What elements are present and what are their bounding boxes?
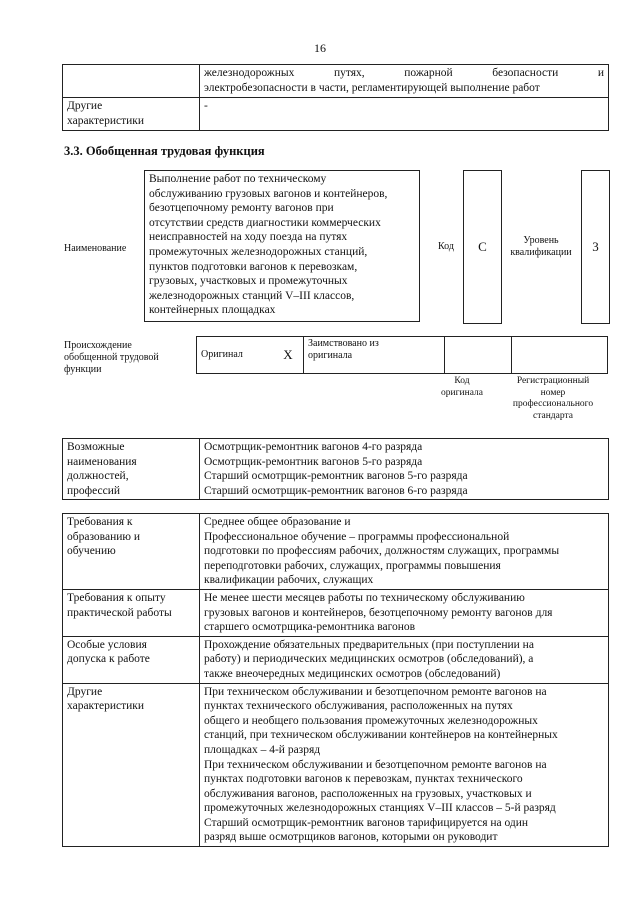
requirement-line: работу) и периодических медицинских осмотров (обследований), а: [204, 653, 534, 666]
name-line: отсутствии средств диагностики коммерческих: [149, 216, 381, 229]
row-text: железнодорожных путях, пожарной безопасности и: [204, 67, 604, 79]
table-row: [63, 98, 609, 131]
requirement-line: пунктах подготовки вагонов к перевозкам, пунктах технического: [204, 773, 523, 786]
top-table: [62, 64, 609, 131]
requirement-line: переподготовки рабочих, служащих, программы повышения: [204, 559, 501, 572]
registration-number-label: [498, 376, 608, 422]
requirement-line: Не менее шести месяцев работы по техническому обслуживанию: [204, 591, 525, 604]
requirement-label: характеристики: [67, 700, 145, 713]
level-value: 3: [592, 239, 599, 254]
name-line: Выполнение работ по техническому: [149, 173, 327, 185]
code-value: С: [478, 239, 487, 254]
requirement-line: промежуточных железнодорожных станциях V–III классов – 5-й разряд: [204, 802, 556, 815]
level-box: [581, 170, 610, 324]
table-row: [63, 683, 609, 847]
code-original-line: оригинала: [441, 387, 483, 398]
level-label: [504, 235, 578, 259]
requirements-table: [62, 513, 609, 847]
requirement-line: пунктах технического обслуживания, расположенных на путях: [204, 700, 513, 713]
row-text: электробезопасности в части, регламентирующей выполнение работ: [204, 81, 540, 94]
origin-label-line: функции: [64, 364, 102, 375]
original-label: Оригинал: [201, 349, 243, 360]
requirement-line: подготовки по профессиям рабочих, должностям служащих, программы: [204, 545, 560, 558]
origin-table: [196, 336, 608, 374]
positions-label-line: должностей,: [67, 470, 129, 483]
row-label: характеристики: [67, 114, 145, 127]
section-title: 3.3. Обобщенная трудовая функция: [64, 144, 265, 158]
table-row: [63, 589, 609, 636]
origin-label-line: обобщенной трудовой: [64, 352, 159, 363]
level-label-line: квалификации: [510, 247, 572, 258]
code-original-label: [430, 376, 494, 399]
table-row: [63, 514, 609, 590]
requirement-line: также внеочередных медицинских осмотров (обследований): [204, 667, 501, 680]
positions-table: [62, 438, 609, 500]
requirement-label: Требования к опыту: [67, 591, 166, 604]
requirement-label: Особые условия: [67, 638, 147, 651]
table-row: [197, 337, 608, 374]
table-row: [63, 65, 609, 98]
requirement-label: допуска к работе: [67, 653, 150, 666]
borrowed-label: оригинала: [308, 350, 353, 361]
name-line: неисправностей на ходу поезда на путях: [149, 231, 348, 244]
row-label: Другие: [67, 100, 103, 112]
borrowed-label: Заимствовано из: [308, 338, 379, 349]
positions-label-line: профессий: [67, 484, 121, 497]
name-line: безотцепочному ремонту вагонов при: [149, 202, 334, 215]
requirement-line: Прохождение обязательных предварительных (при поступлении на: [204, 638, 534, 651]
registration-line: стандарта: [533, 410, 573, 421]
function-name-box: [144, 170, 420, 322]
name-line: обслуживанию грузовых вагонов и контейнеров,: [149, 187, 388, 200]
origin-label: [64, 340, 159, 376]
name-label: Наименование: [64, 243, 127, 254]
requirement-line: Старший осмотрщик-ремонтник вагонов тарифицируется на один: [204, 816, 529, 829]
requirement-label: обучению: [67, 545, 116, 558]
name-line: железнодорожных станций V–III классов,: [149, 289, 355, 302]
requirement-label: Требования к: [67, 516, 133, 528]
positions-label-line: Возможные: [67, 441, 125, 453]
requirement-line: Профессиональное обучение – программы профессиональной: [204, 530, 510, 543]
row-value: -: [204, 100, 208, 112]
requirement-line: обслуживания вагонов, расположенных на грузовых, участковых и: [204, 787, 532, 800]
position-item: Осмотрщик-ремонтник вагонов 5-го разряда: [204, 455, 423, 468]
requirement-line: общего и необщего пользования промежуточных железнодорожных: [204, 714, 538, 727]
name-line: промежуточных железнодорожных станций,: [149, 245, 368, 258]
table-row: [63, 636, 609, 683]
requirement-label: Другие: [67, 685, 103, 698]
code-label: Код: [438, 241, 454, 252]
registration-line: Регистрационный: [516, 376, 590, 386]
name-line: пунктов подготовки вагонов к перевозкам,: [149, 260, 358, 273]
requirement-label: практической работы: [67, 606, 172, 619]
table-row: [63, 439, 609, 500]
position-item: Старший осмотрщик-ремонтник вагонов 6-го разряда: [204, 484, 468, 497]
level-label-line: Уровень: [523, 235, 559, 246]
position-item: Осмотрщик-ремонтник вагонов 4-го разряда: [204, 441, 423, 453]
requirement-line: старшего осмотрщика-ремонтника вагонов: [204, 621, 416, 634]
name-line: контейнерных площадках: [149, 304, 276, 317]
requirement-line: станций, при техническом обслуживании контейнеров на контейнерных: [204, 729, 558, 742]
requirement-line: При техническом обслуживании и безотцепочном ремонте вагонов на: [204, 758, 547, 771]
requirement-line: площадках – 4-й разряд: [204, 743, 321, 756]
name-line: грузовых, участковых и промежуточных: [149, 275, 348, 288]
position-item: Старший осмотрщик-ремонтник вагонов 5-го разряда: [204, 470, 468, 483]
requirement-line: При техническом обслуживании и безотцепочном ремонте вагонов на: [204, 685, 547, 698]
page-number: 16: [314, 41, 326, 55]
positions-label-line: наименования: [67, 455, 137, 468]
code-original-line: Код: [454, 376, 470, 386]
requirement-line: грузовых вагонов и контейнеров, безотцепочному ремонту вагонов для: [204, 606, 553, 619]
original-mark: X: [283, 347, 293, 362]
code-box: [463, 170, 502, 324]
requirement-label: образованию и: [67, 530, 140, 543]
requirement-line: Среднее общее образование и: [204, 516, 351, 528]
registration-line: номер: [540, 387, 566, 398]
requirement-line: квалификации рабочих, служащих: [204, 574, 374, 587]
registration-line: профессионального: [512, 399, 594, 409]
origin-label-line: Происхождение: [64, 340, 132, 351]
requirement-line: разряд выше осмотрщиков вагонов, которыми он руководит: [204, 831, 498, 844]
